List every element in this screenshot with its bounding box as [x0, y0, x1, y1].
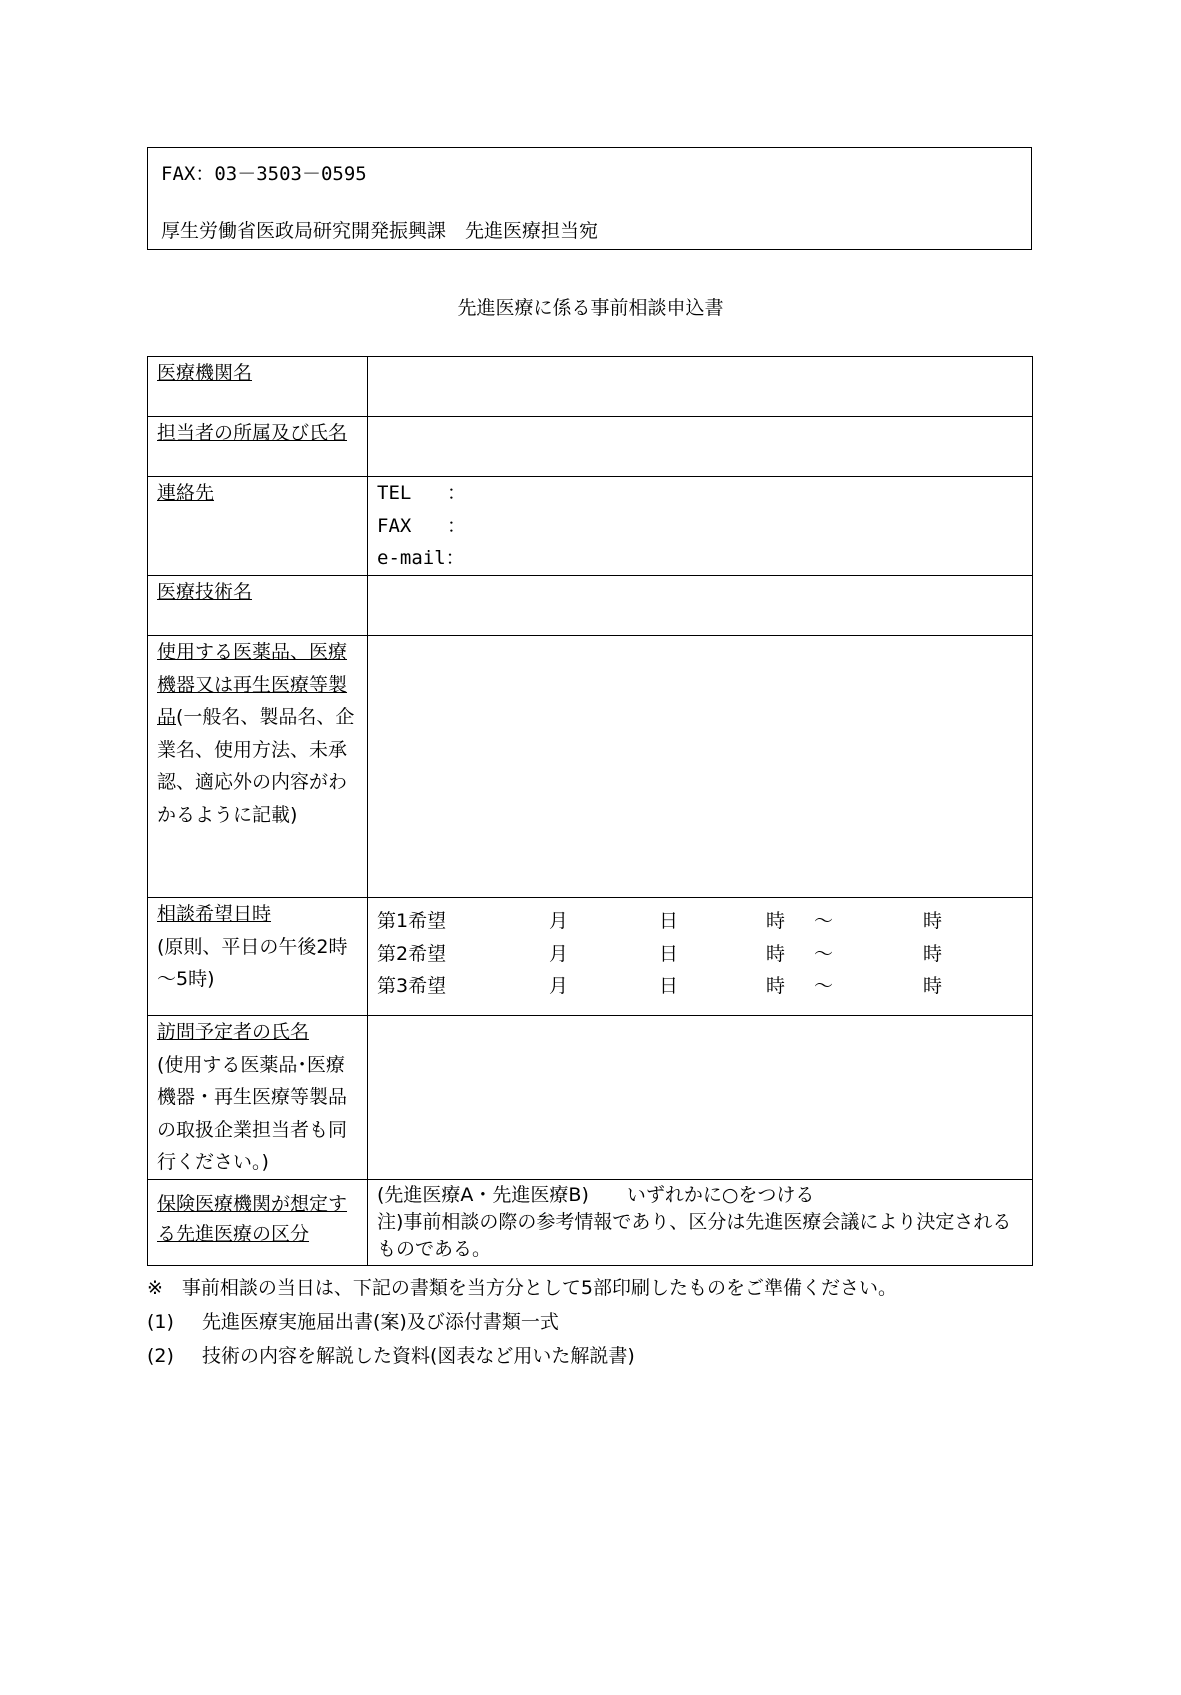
contact-tel[interactable]: TEL ： [377, 482, 467, 504]
row-person [148, 417, 1033, 477]
row-schedule [148, 898, 1033, 1016]
schedule-choice-3[interactable]: 第3希望 月 日 時 ～ 時 [377, 975, 943, 997]
field-institution[interactable] [368, 357, 1033, 417]
category-options[interactable]: (先進医療A・先進医療B) いずれかに○をつける [377, 1184, 815, 1206]
notes-item-1: (1) 先進医療実施届出書(案)及び添付書類一式 [147, 1311, 559, 1333]
field-products[interactable] [368, 636, 1033, 898]
row-products [148, 636, 1033, 898]
field-technology[interactable] [368, 576, 1033, 636]
application-form [147, 356, 1033, 1266]
note-schedule: (原則、平日の午後2時～5時) [157, 935, 348, 990]
row-institution [148, 357, 1033, 417]
row-category [148, 1180, 1033, 1266]
label-schedule: 相談希望日時 [157, 903, 272, 925]
note-visitors: (使用する医薬品･医療機器・再生医療等製品の取扱企業担当者も同行ください。) [157, 1053, 348, 1173]
document-title: 先進医療に係る事前相談申込書 [457, 297, 724, 319]
row-visitors [148, 1016, 1033, 1180]
field-visitors[interactable] [368, 1016, 1033, 1180]
schedule-choice-1[interactable]: 第1希望 月 日 時 ～ 時 [377, 910, 943, 932]
schedule-choice-2[interactable]: 第2希望 月 日 時 ～ 時 [377, 942, 943, 965]
addressee: 厚生労働省医政局研究開発振興課 先進医療担当宛 [161, 220, 599, 242]
row-contact [148, 477, 1033, 576]
contact-fax[interactable]: FAX ： [377, 514, 467, 537]
fax-header-box [147, 147, 1032, 250]
label-person: 担当者の所属及び氏名 [157, 422, 348, 444]
label-contact: 連絡先 [157, 482, 215, 504]
field-person[interactable] [368, 417, 1033, 477]
label-visitors: 訪問予定者の氏名 [157, 1021, 310, 1043]
label-institution: 医療機関名 [157, 362, 253, 384]
label-technology: 医療技術名 [157, 581, 253, 603]
contact-email[interactable]: e-mail ： [377, 547, 465, 569]
notes-main: ※ 事前相談の当日は、下記の書類を当方分として5部印刷したものをご準備ください。 [147, 1277, 898, 1299]
fax-number: FAX：03－3503－0595 [161, 163, 367, 185]
label-products: 使用する医薬品、医療機器又は再生医療等製品 [157, 641, 348, 728]
notes-item-2: (2) 技術の内容を解説した資料(図表など用いた解説書) [147, 1345, 635, 1367]
label-category: 保険医療機関が想定する先進医療の区分 [157, 1193, 348, 1245]
notes [147, 1271, 897, 1373]
category-note: 注)事前相談の際の参考情報であり、区分は先進医療会議により決定されるものである。 [377, 1211, 1012, 1260]
note-products: (一般名、製品名、企業名、使用方法、未承認、適応外の内容がわかるように記載) [157, 706, 355, 826]
row-technology [148, 576, 1033, 636]
